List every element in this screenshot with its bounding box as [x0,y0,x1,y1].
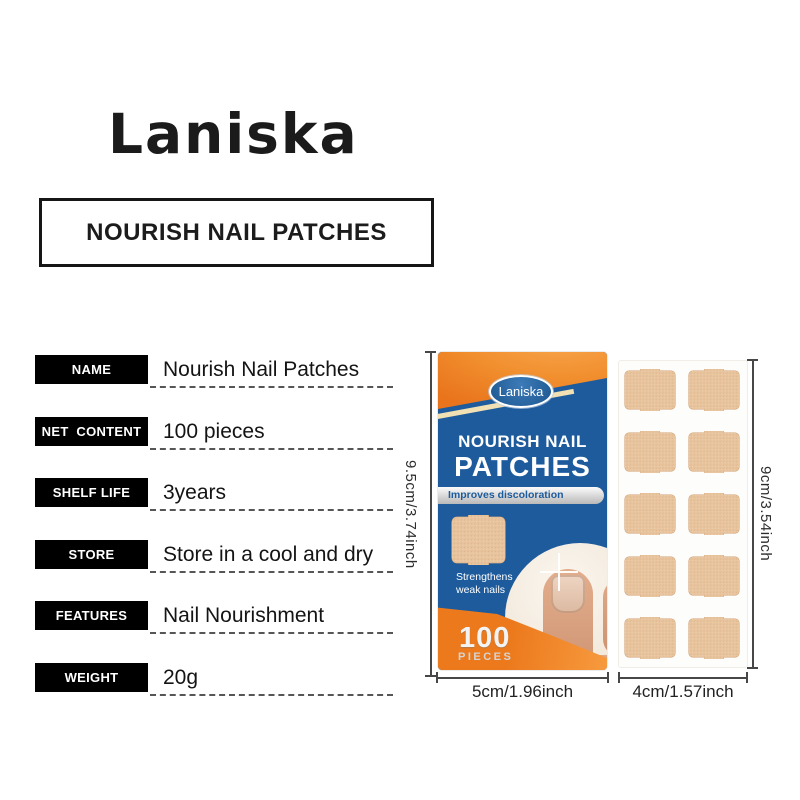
dim-label-box-height: 9.5cm/3.74inch [402,459,419,569]
spec-row-features [35,601,393,637]
nail-patch [623,555,677,597]
nail-patch [623,493,677,535]
box-count-unit: PIECES [458,651,514,663]
patch-sheet-image [618,360,748,668]
spec-value: Store in a cool and dry [163,543,374,566]
big-toenail [551,575,585,613]
dim-cap [425,675,436,677]
dim-label-box-width: 5cm/1.96inch [471,682,574,701]
claim-line2: weak nails [456,584,506,596]
divider [150,632,393,634]
dim-line-box-width [437,677,608,679]
spec-value: Nail Nourishment [163,604,325,627]
dim-cap [425,351,436,353]
box-brand-badge [489,375,553,408]
divider [150,386,393,388]
spec-label: STORE [35,540,148,569]
box-claim-text [456,571,513,597]
nail-patch [450,515,507,565]
product-title-box [39,198,434,267]
box-title-line1: NOURISH NAIL [458,432,587,451]
second-toe [603,579,607,657]
box-brand-text: Laniska [498,384,544,399]
box-count: 100 [459,622,511,654]
patch-grid [623,369,741,659]
divider [150,448,393,450]
nail-patch [623,431,677,473]
product-box-image [438,352,607,670]
spec-label: NAME [35,355,148,384]
dim-line-sheet-width [619,677,747,679]
spec-value: Nourish Nail Patches [163,358,360,381]
nail-patch [623,369,677,411]
divider [150,509,393,511]
spec-label: FEATURES [35,601,148,630]
nail-patch [687,617,741,659]
nail-patch [687,369,741,411]
nail-patch [687,555,741,597]
dim-label-sheet-width: 4cm/1.57inch [632,682,734,701]
dim-label-sheet-height: 9cm/3.54inch [757,466,774,562]
divider [150,571,393,573]
box-claim-banner: Improves discoloration [438,487,604,504]
nail-patch [623,617,677,659]
box-title-line2: PATCHES [454,451,591,482]
divider [150,694,393,696]
spec-value: 3years [163,481,227,504]
spec-row-store [35,540,393,576]
spec-row-weight [35,663,393,699]
nail-patch [687,431,741,473]
claim-line1: Strengthens [456,571,513,583]
spec-row-net-content [35,417,393,453]
spec-value: 20g [163,666,199,689]
spec-label: SHELF LIFE [35,478,148,507]
spec-label: NET CONTENT [35,417,148,446]
spec-value: 100 pieces [163,420,265,443]
spec-label: WEIGHT [35,663,148,692]
dim-line-box-height [430,352,432,676]
spec-row-shelf-life [35,478,393,514]
nail-patch [687,493,741,535]
spec-row-name [35,355,393,391]
product-title: NOURISH NAIL PATCHES [86,218,387,246]
brand-logo: Laniska [108,102,359,166]
dim-line-sheet-height [752,360,754,668]
